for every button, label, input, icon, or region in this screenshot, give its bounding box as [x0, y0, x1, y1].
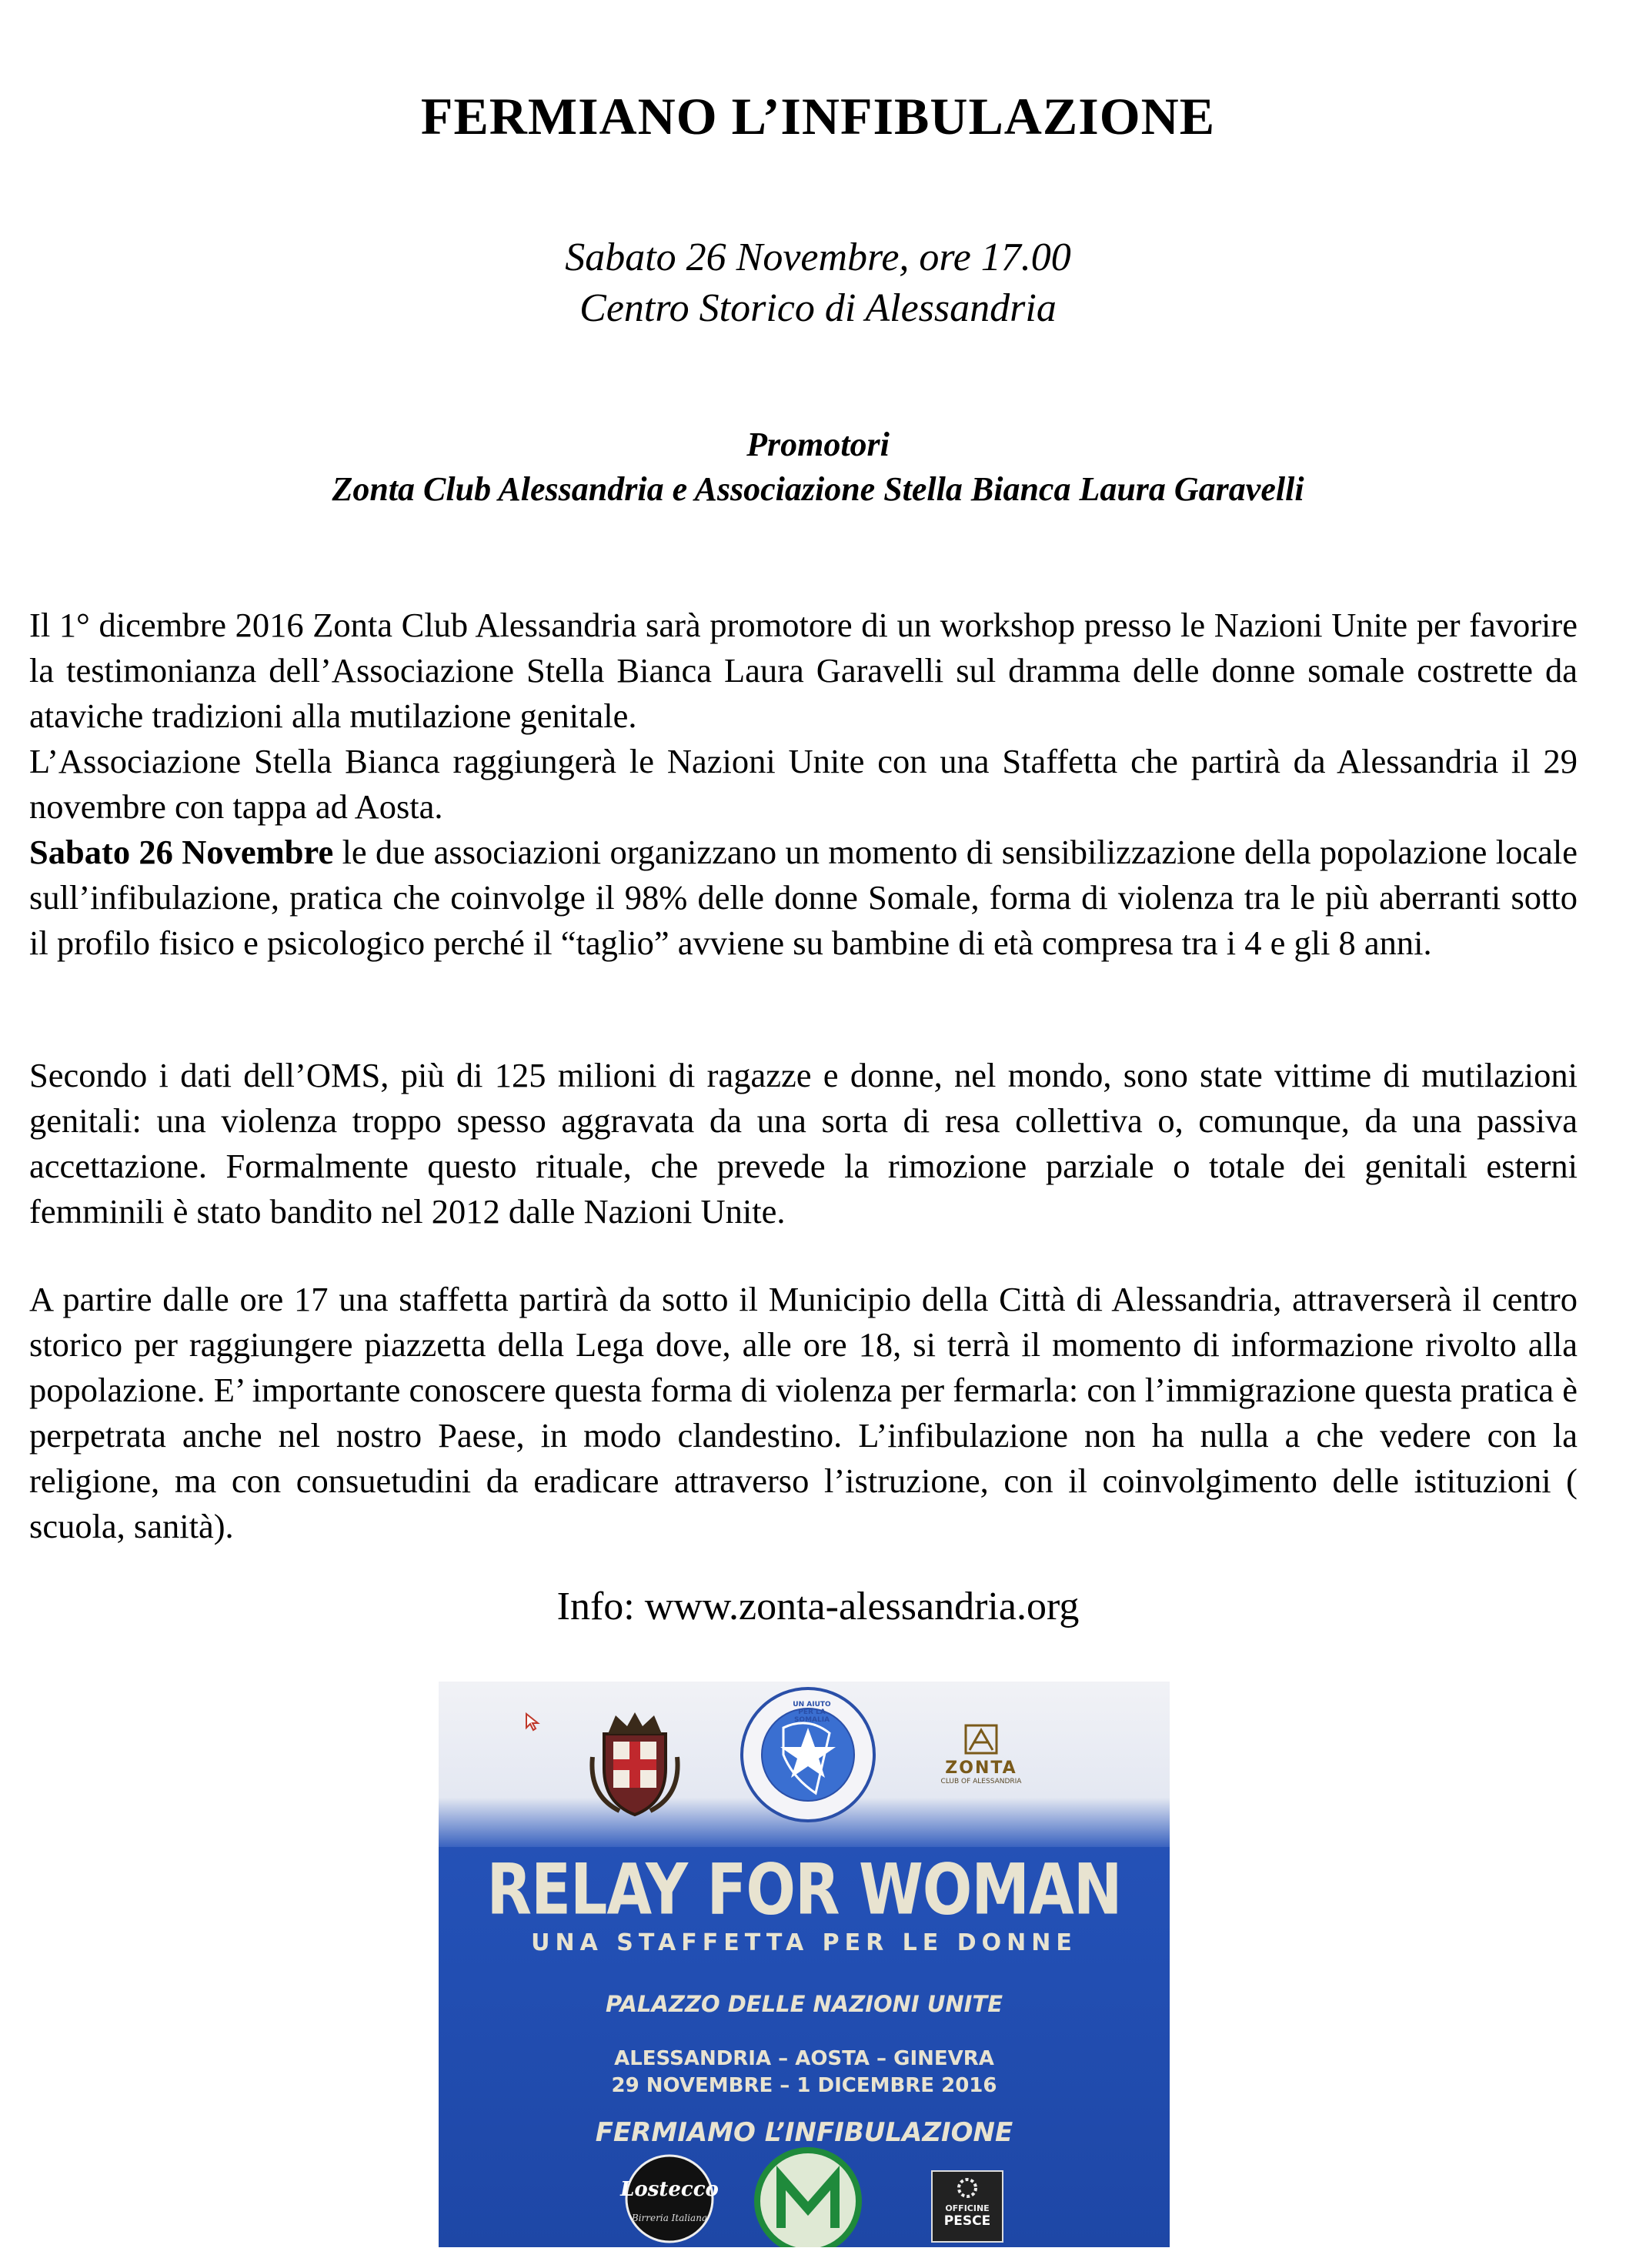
paragraph-relay: L’Associazione Stella Bianca raggiungerà le Nazioni Unite con una Staffetta che partirà da Alessandria il 29 novembre con tappa ad Aosta.: [29, 742, 1578, 826]
event-datetime: Sabato 26 Novembre, ore 17.00: [565, 235, 1071, 279]
officine-pesce-logo: [931, 2170, 1003, 2243]
saturday-text: le due associazioni organizzano un momento di sensibilizzazione della popolazione locale sull’infibulazione, pratica che coinvolge il 98% delle donne Somale, forma di violenza tra le più aberranti sotto il profilo fisico e psicologico perché il “taglio” avviene su bambine di età compresa tra i 4 e gli 8 anni.: [29, 833, 1578, 962]
paragraph-program-text: A partire dalle ore 17 una staffetta partirà da sotto il Municipio della Città di Alessandria, attraverserà il centro storico per raggiungere piazzetta della Lega dove, alle ore 18, si terrà il momento di informazione rivolto alla popolazione. E’ importante conoscere questa forma di violenza per fermarla: con l’immigrazione questa pratica è perpetrata anche nel nostro Paese, in modo clandestino. L’infibulazione non ha nulla a che vedere con la religione, ma con consuetudini da eradicare attraverso l’istruzione, con il coinvolgimento delle istituzioni ( scuola, sanità).: [29, 1280, 1578, 1545]
document-title: FERMIANO L’INFIBULAZIONE: [420, 87, 1216, 145]
lostecco-wordmark: Lostecco: [620, 2178, 719, 2201]
zonta-subtitle: CLUB OF ALESSANDRIA: [940, 1778, 1022, 1785]
officine-label: OFFICINE: [945, 2203, 990, 2213]
promoters-names: Zonta Club Alessandria e Associazione Stella Bianca Laura Garavelli: [332, 470, 1304, 508]
green-emblem-icon: [750, 2143, 866, 2247]
zonta-emblem-icon: [962, 1724, 1000, 1755]
paragraph-oms: [29, 1053, 1578, 1234]
zonta-wordmark: ZONTA: [945, 1759, 1017, 1778]
promoters-heading: Promotori: [746, 426, 890, 463]
paragraph-oms-text: Secondo i dati dell’OMS, più di 125 milioni di ragazze e donne, nel mondo, sono state vittime di mutilazioni genitali: una violenza troppo spesso aggravata da una sorta di resa collettiva o, comunque, da una passiva accettazione. Formalmente questo rituale, che prevede la rimozione parziale o totale dei genitali esterni femminili è stato bandito nel 2012 dalle Nazioni Unite.: [29, 1056, 1578, 1231]
seal-inner-text: UN AIUTO PER LA SOMALIA: [793, 1701, 831, 1724]
lostecco-subtitle: Birreria Italiana: [631, 2213, 708, 2223]
poster-route: ALESSANDRIA – AOSTA – GINEVRA: [614, 2047, 994, 2070]
gear-icon: [948, 2176, 987, 2200]
cursor-icon: [525, 1712, 542, 1732]
paragraph-intro: [29, 603, 1578, 966]
poster-dates: 29 NOVEMBRE – 1 DICEMBRE 2016: [611, 2074, 997, 2097]
poster-venue: PALAZZO DELLE NAZIONI UNITE: [605, 1991, 1003, 2017]
poster-photo: [439, 1682, 1170, 2247]
zonta-logo: [939, 1724, 1023, 1816]
saturday-highlight: Sabato 26 Novembre: [29, 833, 334, 871]
paragraph-program: [29, 1277, 1578, 1549]
coat-of-arms-icon: [589, 1711, 681, 1819]
paragraph-saturday: [29, 830, 1578, 966]
poster-headline: RELAY FOR WOMAN: [486, 1848, 1122, 1930]
event-location: Centro Storico di Alessandria: [579, 286, 1057, 330]
pesce-label: PESCE: [943, 2213, 991, 2229]
info-link: Info: www.zonta-alessandria.org: [556, 1585, 1080, 1628]
poster-slogan: FERMIAMO L’INFIBULAZIONE: [595, 2117, 1013, 2148]
poster-subheadline: UNA STAFFETTA PER LE DONNE: [531, 1929, 1077, 1956]
paragraph-workshop: Il 1° dicembre 2016 Zonta Club Alessandria sarà promotore di un workshop presso le Nazioni Unite per favorire la testimonianza dell’Associazione Stella Bianca Laura Garavelli sul dramma delle donne somale costrette da ataviche tradizioni alla mutilazione genitale.: [29, 606, 1578, 735]
